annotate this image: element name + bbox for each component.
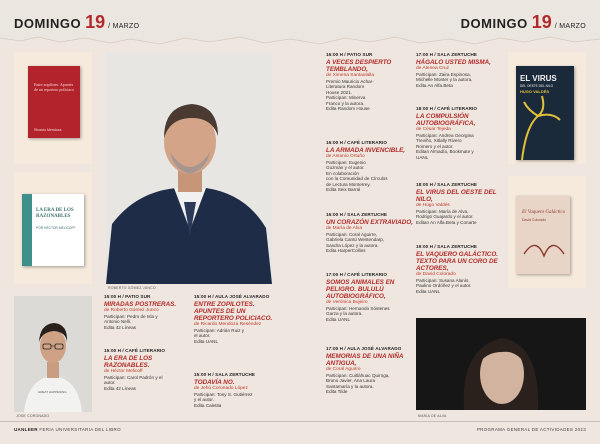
event-meta: 16:00 H / CAFÉ LITERARIO — [326, 140, 388, 145]
photo-caption-main: ROBERTO GÓMEZ JUNCO — [108, 286, 156, 290]
event-miradas-postreras — [104, 294, 192, 330]
event-title: TODAVÍA NO. — [194, 378, 235, 386]
event-line: el autor. — [194, 333, 211, 339]
event-line: Edita HarperCollins — [326, 248, 366, 254]
book-cover-entre-zopilotes — [28, 66, 80, 138]
event-line: Bruno Javier, Ana Laura — [326, 378, 376, 384]
portrait-illustration — [416, 318, 586, 410]
author-portrait-main — [106, 52, 272, 284]
author-portrait-right — [416, 318, 586, 410]
event-title: MEMORIAS DE UNA NIÑA ANTIGUA, — [326, 352, 404, 367]
event-line: Participan: Hernando Sóstenes — [326, 305, 390, 311]
event-line: Edita Tilde — [326, 389, 348, 395]
event-line: Michelle Monter y la autora. — [416, 77, 473, 83]
event-meta: 19:00 H / SALA ZERTUCHE — [416, 244, 478, 249]
event-line: Paulino Ordóñez y el autor. — [416, 283, 472, 289]
event-entre-zopilotes — [194, 294, 280, 344]
event-title: A VECES DESPIERTO TEMBLANDO, — [326, 58, 392, 73]
event-line: de Lectura Monterrey. — [326, 181, 371, 187]
event-meta: 15:00 H / AULA JOSÉ ALVARADO — [194, 294, 270, 299]
event-line: Premio Mauricio Achar- — [326, 78, 374, 84]
event-line: Sandra López y la autora. — [326, 242, 379, 248]
book-title: Entre zopilotes. Apuntes de un reportero policiaco — [34, 82, 75, 92]
event-todavia-no — [194, 372, 280, 408]
event-line: Participan: Susana Alanís, — [416, 277, 470, 283]
book-cover-la-era — [22, 194, 84, 266]
event-line: Participan: Coral Aguirre, — [326, 231, 378, 237]
event-line: Participan: Pedro de Isla y — [104, 313, 158, 319]
event-un-corazon — [326, 212, 414, 254]
event-meta: 16:00 H / PATIO SUR — [326, 52, 373, 57]
event-line: Participan: Andrea Georgina — [416, 132, 474, 138]
event-author: de David Colorado — [416, 271, 456, 277]
event-memorias — [326, 346, 414, 395]
event-line: Gabriela Cantú Westendarp, — [326, 237, 385, 243]
event-title: SOMOS ANIMALES EN PELIGRO. BULULÚ AUTOBIOGRÁFICO, — [326, 278, 395, 300]
event-meta: 18:00 H / CAFÉ LITERARIO — [416, 106, 478, 111]
event-meta: 17:00 H / SALA ZERTUCHE — [416, 52, 478, 57]
event-line: Edita 42 Líneas — [104, 324, 136, 330]
event-line: Edita Random House — [326, 106, 370, 112]
weekday: DOMINGO — [14, 16, 82, 31]
event-title: LA COMPULSIÓN AUTOBIOGRÁFICA, — [416, 112, 476, 127]
event-line: Participan: María de Alva, — [416, 208, 469, 214]
event-line: Edita Seix Barral — [326, 187, 361, 193]
event-la-era — [104, 348, 192, 391]
event-somos-animales — [326, 272, 414, 322]
event-line: House 2021. — [326, 89, 353, 95]
event-meta: 18:00 H / SALA ZERTUCHE — [416, 182, 478, 187]
event-author: de Antonio Ortuño — [326, 153, 365, 159]
book-title: EL VIRUS — [520, 74, 557, 83]
event-la-compulsion — [416, 106, 504, 160]
event-meta: 15:00 H / CAFÉ LITERARIO — [104, 348, 166, 353]
event-el-vaquero — [416, 244, 504, 294]
footer-brand: UANLEER — [14, 427, 38, 432]
event-author: de Roberto Gómez Junco — [104, 307, 159, 313]
event-title: EL VAQUERO GALÁCTICO. TEXTO PARA UN CORO DE ACTORES, — [416, 250, 498, 272]
event-title: LA ARMADA INVENCIBLE, — [326, 146, 406, 154]
event-author: de Jehú Coronado López — [194, 385, 248, 391]
event-title: HÁGALO USTED MISMA, — [416, 58, 491, 66]
book-cover-el-virus — [516, 66, 574, 160]
event-line: Guzmán y el autor. — [326, 165, 365, 171]
author-portrait-coronado — [14, 296, 92, 412]
footer-left — [14, 427, 121, 432]
weekday: DOMINGO — [460, 16, 528, 31]
book-title: El Vaquero Galáctico — [522, 210, 566, 215]
shirt-text: GREAT HAPPENING — [38, 390, 67, 394]
book-author: Ricardo Mendoza — [34, 128, 62, 132]
footer-fair-name: FERIA UNIVERSITARIA DEL LIBRO — [39, 427, 121, 432]
event-author: de Héctor Melicoff — [104, 368, 143, 374]
event-line: Participan: Cuitláhuac Quiroga, — [326, 372, 390, 378]
event-line: Participan: Eugenio — [326, 159, 366, 165]
event-line: Antonio Nelli. — [104, 319, 132, 325]
event-line: Santamaría y la autora. — [326, 383, 374, 389]
date-heading-right — [461, 12, 586, 33]
event-line: Edita UANL — [416, 288, 441, 294]
event-author: de Hugo Valdés — [416, 202, 450, 208]
event-line: con la Comunidad de Círculos — [326, 176, 388, 182]
event-meta: 17:00 H / AULA JOSÉ ALVARADO — [326, 346, 402, 351]
event-line: Romero y el autor. — [416, 143, 454, 149]
footer-divider — [0, 421, 600, 422]
event-el-virus — [416, 182, 504, 225]
event-author: de Ximena Santaolalla — [326, 72, 375, 78]
day-number: 19 — [531, 12, 552, 32]
footer-right: PROGRAMA GENERAL DE ACTIVIDADES 2023 — [476, 427, 586, 432]
event-title: EL VIRUS DEL OESTE DEL NILO, — [416, 188, 497, 203]
event-line: Garza y la autora. — [326, 311, 363, 317]
portrait-illustration — [106, 52, 272, 284]
event-line: Participan: Minerva — [326, 95, 366, 101]
date-heading-left — [14, 12, 139, 33]
event-line: Edita Caletita — [194, 402, 222, 408]
portrait-illustration — [14, 296, 92, 412]
book-subtitle: DEL OESTE DEL NILO — [520, 84, 554, 88]
book-author: HUGO VALDÉS — [520, 89, 550, 94]
event-line: Participan: Zaira Espinosa, — [416, 71, 471, 77]
book-cover-el-vaquero — [516, 196, 570, 274]
torn-paper-edge — [0, 36, 600, 50]
event-hagalo-usted — [416, 52, 504, 88]
event-la-armada — [326, 140, 414, 193]
photo-caption-small: JOSE CORONADO — [16, 414, 50, 418]
book-author: POR HÉCTOR MELICOFF — [36, 226, 76, 230]
event-line: y el autor. — [194, 397, 214, 403]
event-line: Franco y la autora. — [326, 100, 365, 106]
event-meta: 15:00 H / PATIO SUR — [104, 294, 151, 299]
book-title: LA ERA DE LOS RAZONABLES — [36, 208, 74, 219]
event-line: En colaboración — [326, 170, 359, 176]
event-meta: 17:00 H / CAFÉ LITERARIO — [326, 272, 388, 277]
event-meta: 15:00 H / SALA ZERTUCHE — [194, 372, 256, 377]
event-title: UN CORAZÓN EXTRAVIADO, — [326, 218, 413, 226]
book-author: David Colorado — [522, 218, 547, 222]
photo-caption-right: MARIA DE ALVA — [418, 414, 447, 418]
event-line: Editan An Alfa.Beta y Conarte — [416, 219, 477, 225]
event-author: de Coral Aguirre — [326, 366, 361, 372]
event-meta: 16:00 H / SALA ZERTUCHE — [326, 212, 388, 217]
event-author: de María de Alva — [326, 225, 362, 231]
event-author: de Atenea Cruz — [416, 65, 450, 71]
event-line: Participan: Adrián Ruiz y — [194, 327, 245, 333]
event-line: Edita UANL — [326, 316, 351, 322]
month: / MARZO — [108, 23, 140, 30]
event-line: Edita An Alfa.Beta — [416, 82, 453, 88]
event-author: de César Tejeda — [416, 126, 451, 132]
event-author: de Verónica Bujeiro — [326, 299, 368, 305]
event-line: Treviño, Xitlally Rivero — [416, 138, 462, 144]
event-title: ENTRE ZOPILOTES. APUNTES DE UN REPORTERO POLICIACO. — [194, 300, 273, 322]
event-line: Editan Almadía, Bookmate y — [416, 149, 474, 155]
event-author: de Ricardo Mendoza Reséndez — [194, 321, 262, 327]
event-line: Participan: Carol Padrón y el — [104, 374, 163, 380]
book-art — [516, 196, 570, 274]
event-line: Edita 42 Líneas — [104, 385, 136, 391]
day-number: 19 — [85, 12, 106, 32]
event-line: Edita UANL — [194, 338, 219, 344]
event-line: Participan: Tony S. Gutiérrez — [194, 391, 253, 397]
event-a-veces-despierto — [326, 52, 414, 112]
event-line: Literatura Random — [326, 84, 365, 90]
month: / MARZO — [554, 23, 586, 30]
event-title: LA ERA DE LOS RAZONABLES. — [104, 354, 153, 369]
event-line: Rodrigo Guajardo y el autor. — [416, 214, 474, 220]
event-line: UANL — [416, 154, 429, 160]
event-line: autor. — [104, 380, 116, 386]
event-title: MIRADAS POSTRERAS. — [104, 300, 177, 308]
